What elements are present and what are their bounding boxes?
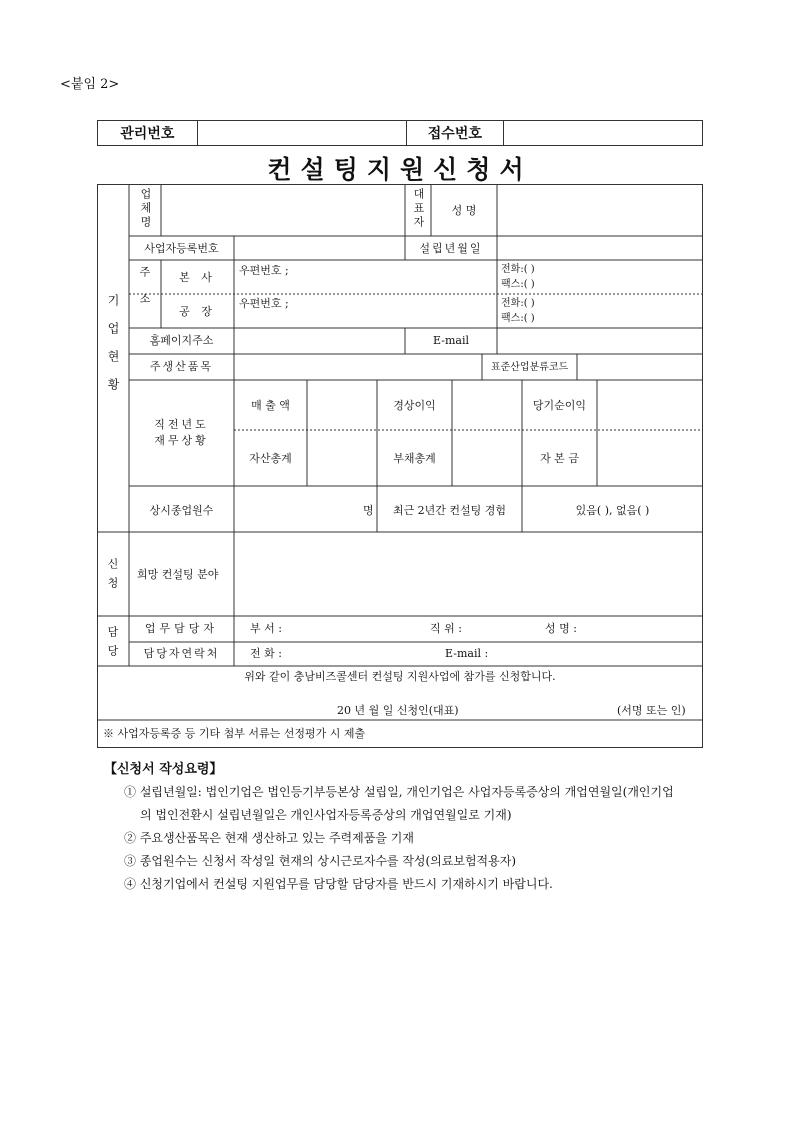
manager-contact-label: 담당자연락처 — [143, 647, 220, 660]
signature-label: (서명 또는 인) — [617, 704, 686, 717]
factory-postal-label: 우편번호 ; — [239, 297, 289, 310]
page-title: 컨설팅지원신청서 — [267, 155, 533, 184]
main-products-field[interactable] — [237, 357, 477, 377]
manager-person-label: 업무담당자 — [144, 622, 219, 635]
biz-reg-no-field[interactable] — [237, 239, 402, 257]
total-liabilities-label: 부채총계 — [393, 452, 436, 465]
capital-label: 자 본 금 — [540, 452, 579, 465]
biz-reg-no-label: 사업자등록번호 — [144, 242, 219, 255]
head-office-label: 본 사 — [179, 271, 216, 284]
guide-item: ② 주요생산품목은 현재 생산하고 있는 주력제품을 기재 — [124, 831, 414, 845]
guide-item: 의 법인전환시 설립년월일은 개인사업자등록증상의 개업연월일로 기재) — [140, 808, 512, 822]
attachment-label: <붙임 2> — [60, 77, 120, 92]
representative-label: 대표자 — [412, 188, 425, 230]
desired-field-label: 희망 컨설팅 분야 — [137, 568, 219, 581]
mgmt-no-field[interactable] — [198, 121, 407, 145]
declaration-date-line: 20 년 월 일 신청인(대표) — [337, 704, 459, 717]
manager-name-label: 성 명 : — [545, 622, 577, 635]
total-liabilities-field[interactable] — [454, 433, 520, 483]
manager-dept-label: 부 서 : — [250, 622, 282, 635]
address-label: 주소 — [138, 266, 151, 320]
guide-item: ③ 종업원수는 신청서 작성일 현재의 상시근로자수를 작성(의료보험적용자) — [124, 854, 517, 868]
company-name-label: 업체명 — [139, 188, 152, 230]
guide-item: ④ 신청기업에서 컨설팅 지원업무를 담당할 담당자를 반드시 기재하시기 바랍니다. — [124, 877, 553, 891]
factory-label: 공 장 — [179, 305, 216, 318]
email-label: E-mail — [433, 334, 469, 347]
application-section-label: 신청 — [106, 558, 119, 596]
email-field[interactable] — [499, 331, 699, 351]
management-box — [97, 120, 703, 146]
receipt-no-label: 접수번호 — [407, 121, 504, 145]
net-income-label: 당기순이익 — [532, 399, 587, 412]
attachment-note: ※ 사업자등록증 등 기타 첨부 서류는 선정평가 시 제출 — [103, 727, 366, 740]
manager-email-label: E-mail : — [445, 647, 489, 660]
manager-position-label: 직 위 : — [430, 622, 462, 635]
company-name-field[interactable] — [163, 186, 403, 234]
homepage-field[interactable] — [237, 331, 402, 351]
factory-phone-label: 전화:( ) — [501, 298, 535, 309]
rep-name-field[interactable] — [499, 186, 699, 234]
receipt-no-field[interactable] — [504, 121, 702, 145]
consulting-exp-label: 최근 2년간 컨설팅 경험 — [392, 504, 507, 517]
writing-guide — [104, 758, 724, 896]
factory-fax-label: 팩스:( ) — [501, 313, 535, 324]
consulting-exp-options[interactable]: 있음( ), 없음( ) — [575, 504, 650, 517]
sales-label: 매 출 액 — [251, 399, 290, 412]
employees-label: 상시종업원수 — [149, 504, 214, 517]
desired-field-input[interactable] — [237, 535, 699, 613]
application-form — [97, 184, 703, 748]
capital-field[interactable] — [599, 433, 699, 483]
manager-section-label: 담당 — [106, 626, 119, 664]
financial-label-1: 직전년도 — [154, 418, 209, 431]
industry-code-label: 표준산업분류코드 — [490, 362, 569, 373]
manager-phone-label: 전 화 : — [250, 647, 282, 660]
founded-date-field[interactable] — [499, 239, 699, 257]
total-assets-label: 자산총계 — [249, 452, 292, 465]
guide-title: 【신청서 작성요령】 — [104, 762, 223, 777]
guide-item: ① 설립년월일: 법인기업은 법인등기부등본상 설립일, 개인기업은 사업자등록증상의 개업연월일(개인기업 — [124, 785, 674, 799]
head-office-postal-label: 우편번호 ; — [239, 264, 289, 277]
financial-label-2: 재무상황 — [154, 434, 209, 447]
head-office-fax-label: 팩스:( ) — [501, 279, 535, 290]
industry-code-field[interactable] — [579, 357, 699, 377]
founded-date-label: 설립년월일 — [419, 242, 483, 255]
sales-field[interactable] — [309, 383, 375, 427]
employees-unit: 명 — [363, 504, 374, 517]
company-section-label: 기업현황 — [106, 294, 120, 406]
operating-profit-label: 경상이익 — [393, 399, 436, 412]
total-assets-field[interactable] — [309, 433, 375, 483]
employees-field[interactable] — [237, 489, 357, 529]
homepage-label: 홈페이지주소 — [149, 334, 214, 347]
net-income-field[interactable] — [599, 383, 699, 427]
operating-profit-field[interactable] — [454, 383, 520, 427]
declaration-statement: 위와 같이 충남비즈콜센터 컨설팅 지원사업에 참가를 신청합니다. — [244, 670, 556, 683]
mgmt-no-label: 관리번호 — [98, 121, 198, 145]
rep-name-label: 성 명 — [451, 204, 477, 217]
head-office-phone-label: 전화:( ) — [501, 264, 535, 275]
main-products-label: 주생산품목 — [149, 360, 214, 373]
